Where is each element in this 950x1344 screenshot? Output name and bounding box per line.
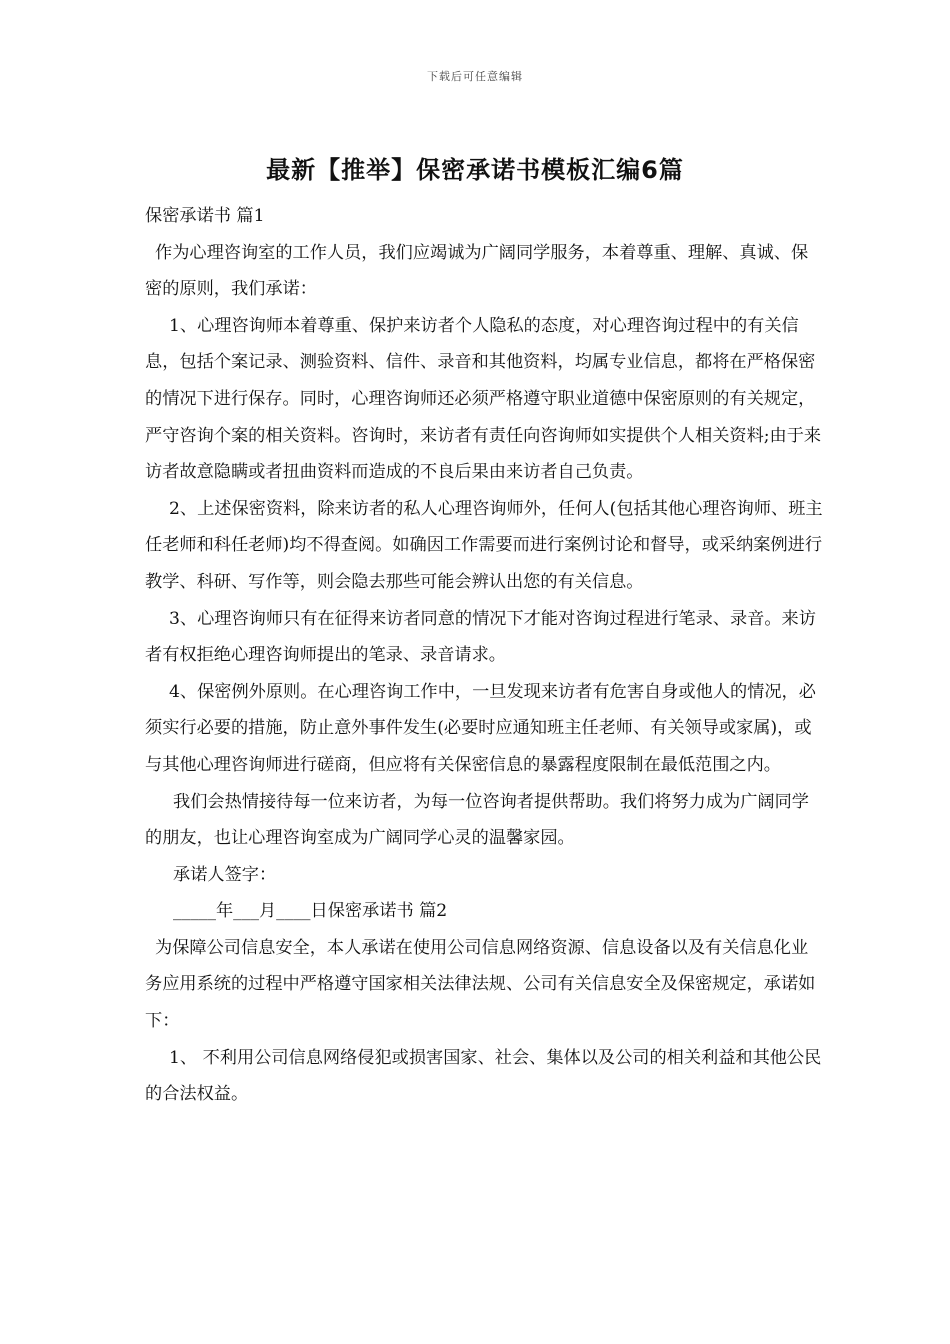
- document-title: 最新【推举】保密承诺书模板汇编6篇: [266, 156, 684, 184]
- section-heading-1: 保密承诺书 篇1: [145, 206, 265, 226]
- paragraph-item-3: 3、心理咨询师只有在征得来访者同意的情况下才能对咨询过程进行笔录、录音。来访者有权拒绝心理咨询师提出的笔录、录音请求。: [145, 608, 816, 666]
- signature-line: 承诺人签字：: [173, 864, 277, 885]
- paragraph-item-4: 4、保密例外原则。在心理咨询工作中，一旦发现来访者有危害自身或他人的情况，必须实行必要的措施，防止意外事件发生(必要时应通知班主任老师、有关领导或家属)，或与其他心理咨询师进行磋商，但应将有关保密信息的暴露程度限制在最低范围之内。: [145, 681, 816, 775]
- paragraph-intro: 作为心理咨询室的工作人员，我们应竭诚为广阔同学服务，本着尊重、理解、真诚、保密的原则，我们承诺：: [145, 242, 809, 300]
- date-line-section-heading-2: _____年___月____日保密承诺书 篇2: [173, 901, 448, 922]
- paragraph-item-1: 1、心理咨询师本着尊重、保护来访者个人隐私的态度，对心理咨询过程中的有关信息，包括个案记录、测验资料、信件、录音和其他资料，均属专业信息，都将在严格保密的情况下进行保存。同时，心理咨询师还必须严格遵守职业道德中保密原则的有关规定，严守咨询个案的相关资料。咨询时，来访者有责任向咨询师如实提供个人相关资料;由于来访者故意隐瞒或者扭曲资料而造成的不良后果由来访者自己负责。: [145, 315, 822, 483]
- header-note: 下载后可任意编辑: [427, 70, 523, 83]
- paragraph-closing: 我们会热情接待每一位来访者，为每一位咨询者提供帮助。我们将努力成为广阔同学的朋友，也让心理咨询室成为广阔同学心灵的温馨家园。: [145, 791, 809, 849]
- paragraph-intro-2: 为保障公司信息安全，本人承诺在使用公司信息网络资源、信息设备以及有关信息化业务应用系统的过程中严格遵守国家相关法律法规、公司有关信息安全及保密规定，承诺如下：: [145, 937, 816, 1032]
- paragraph-item-2-1: 1、 不利用公司信息网络侵犯或损害国家、社会、集体以及公司的相关利益和其他公民的合法权益。: [145, 1047, 822, 1105]
- document-body: [145, 198, 825, 1113]
- paragraph-item-2: 2、上述保密资料，除来访者的私人心理咨询师外，任何人(包括其他心理咨询师、班主任老师和科任老师)均不得查阅。如确因工作需要而进行案例讨论和督导，或采纳案例进行教学、科研、写作等，则会隐去那些可能会辨认出您的有关信息。: [145, 498, 823, 592]
